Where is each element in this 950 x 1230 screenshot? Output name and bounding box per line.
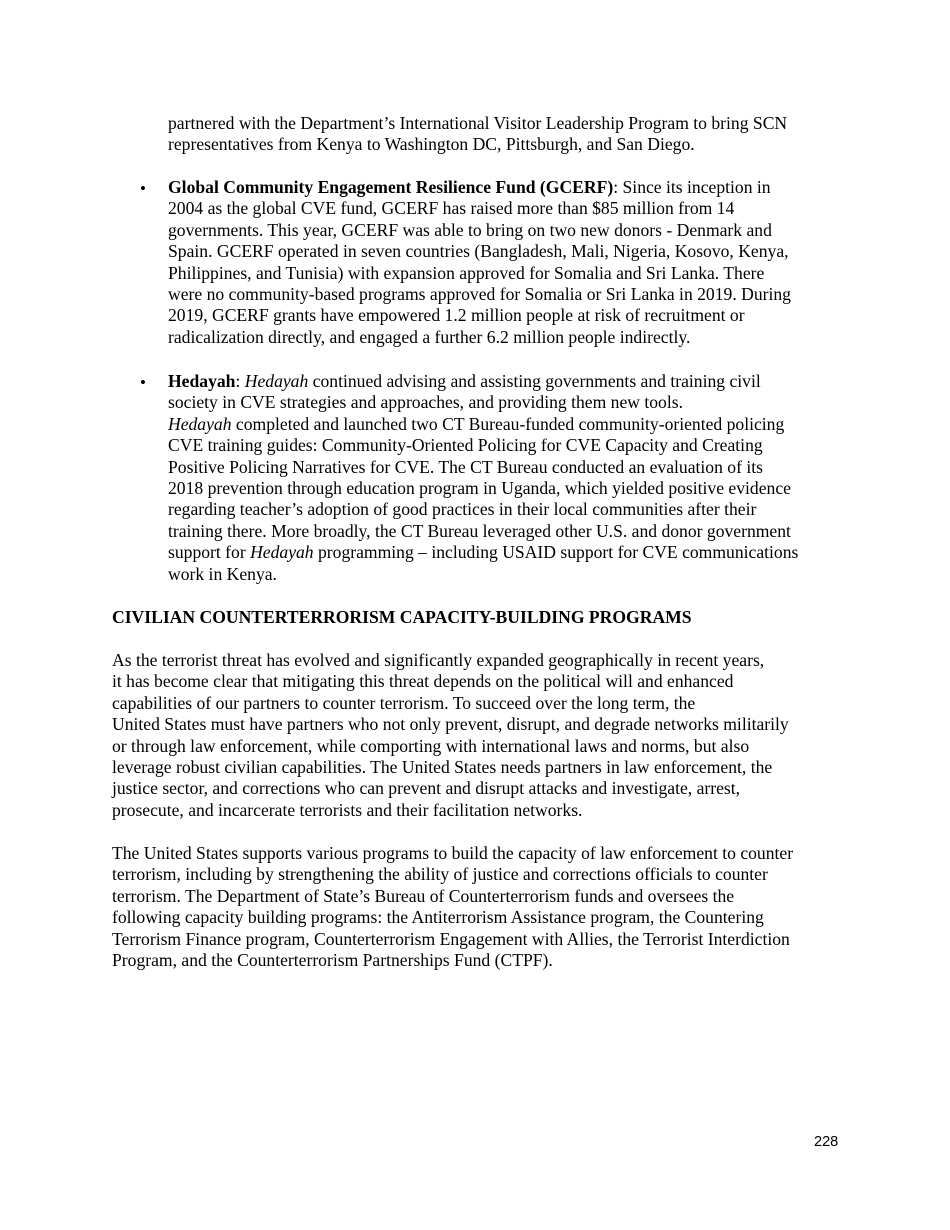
continuation-paragraph xyxy=(168,113,787,156)
text-line: leverage robust civilian capabilities. The United States needs partners in law enforcement, the xyxy=(112,757,773,778)
text-line: CVE training guides: Community-Oriented Policing for CVE Capacity and Creating xyxy=(168,435,763,456)
text-fragment: : xyxy=(235,371,245,391)
text-line: United States must have partners who not only prevent, disrupt, and degrade networks militarily xyxy=(112,714,789,735)
text-line: terrorism. The Department of State’s Bureau of Counterterrorism funds and oversees the xyxy=(112,885,735,906)
text-fragment: : Since its inception in xyxy=(613,177,771,197)
text-line: it has become clear that mitigating this threat depends on the political will and enhanced xyxy=(112,671,734,692)
text-line: capabilities of our partners to counter terrorism. To succeed over the long term, the xyxy=(112,692,696,713)
text-line xyxy=(168,177,791,198)
text-fragment: completed and launched two CT Bureau-funded community-oriented policing xyxy=(231,413,785,434)
text-line: Philippines, and Tunisia) with expansion approved for Somalia and Sri Lanka. There xyxy=(168,262,765,283)
text-line xyxy=(168,371,798,392)
text-line: prosecute, and incarcerate terrorists and their facilitation networks. xyxy=(112,799,583,820)
text-line xyxy=(168,414,798,435)
text-line: representatives from Kenya to Washington DC, Pittsburgh, and San Diego. xyxy=(168,134,695,155)
bullet-marker: • xyxy=(140,373,146,392)
text-fragment: support for xyxy=(168,542,251,563)
text-line: Positive Policing Narratives for CVE. The CT Bureau conducted an evaluation of its xyxy=(168,456,763,477)
text-line: society in CVE strategies and approaches, and providing them new tools. xyxy=(168,392,683,413)
bullet-marker: • xyxy=(140,179,146,198)
body-paragraph-2 xyxy=(112,843,793,971)
text-line: training there. More broadly, the CT Bureau leveraged other U.S. and donor government xyxy=(168,520,791,541)
text-line: partnered with the Department’s International Visitor Leadership Program to bring SCN xyxy=(168,113,788,133)
text-line: Terrorism Finance program, Counterterrorism Engagement with Allies, the Terrorist Interdiction xyxy=(112,928,790,949)
text-line: Spain. GCERF operated in seven countries (Bangladesh, Mali, Nigeria, Kosovo, Kenya, xyxy=(168,241,789,262)
page-number: 228 xyxy=(814,1134,839,1150)
text-line: justice sector, and corrections who can prevent and disrupt attacks and investigate, arrest, xyxy=(112,778,741,799)
text-line xyxy=(168,542,798,563)
text-line: As the terrorist threat has evolved and significantly expanded geographically in recent years, xyxy=(112,650,765,670)
gcerf-bullet-item xyxy=(168,177,791,348)
text-fragment: continued advising and assisting governments and training civil xyxy=(308,371,761,391)
text-fragment: programming – including USAID support for CVE communications xyxy=(313,542,799,563)
body-paragraph-1 xyxy=(112,650,789,821)
hedayah-term: Hedayah xyxy=(168,371,236,391)
text-line: 2004 as the global CVE fund, GCERF has raised more than $85 million from 14 xyxy=(168,198,735,219)
text-line: Program, and the Counterterrorism Partnerships Fund (CTPF). xyxy=(112,950,553,971)
text-line: or through law enforcement, while comporting with international laws and norms, but also xyxy=(112,735,750,756)
text-line: The United States supports various programs to build the capacity of law enforcement to counter xyxy=(112,843,794,863)
gcerf-term: Global Community Engagement Resilience Fund (GCERF) xyxy=(168,177,614,197)
text-line: work in Kenya. xyxy=(168,563,277,584)
hedayah-italic: Hedayah xyxy=(244,371,309,391)
hedayah-bullet-item xyxy=(168,371,798,585)
text-line: were no community-based programs approved for Somalia or Sri Lanka in 2019. During xyxy=(168,284,791,305)
text-line: following capacity building programs: the Antiterrorism Assistance program, the Countering xyxy=(112,907,764,928)
text-line: radicalization directly, and engaged a further 6.2 million people indirectly. xyxy=(168,326,691,347)
section-heading: CIVILIAN COUNTERTERRORISM CAPACITY-BUILDING PROGRAMS xyxy=(112,607,692,627)
text-line: 2019, GCERF grants have empowered 1.2 million people at risk of recruitment or xyxy=(168,305,745,326)
text-line: terrorism, including by strengthening the ability of justice and corrections officials to counter xyxy=(112,864,768,885)
hedayah-italic: Hedayah xyxy=(168,413,232,434)
text-line: regarding teacher’s adoption of good practices in their local communities after their xyxy=(168,499,757,520)
text-line: governments. This year, GCERF was able to bring on two new donors - Denmark and xyxy=(168,219,772,240)
text-line: 2018 prevention through education program in Uganda, which yielded positive evidence xyxy=(168,478,791,499)
hedayah-italic: Hedayah xyxy=(250,542,314,563)
